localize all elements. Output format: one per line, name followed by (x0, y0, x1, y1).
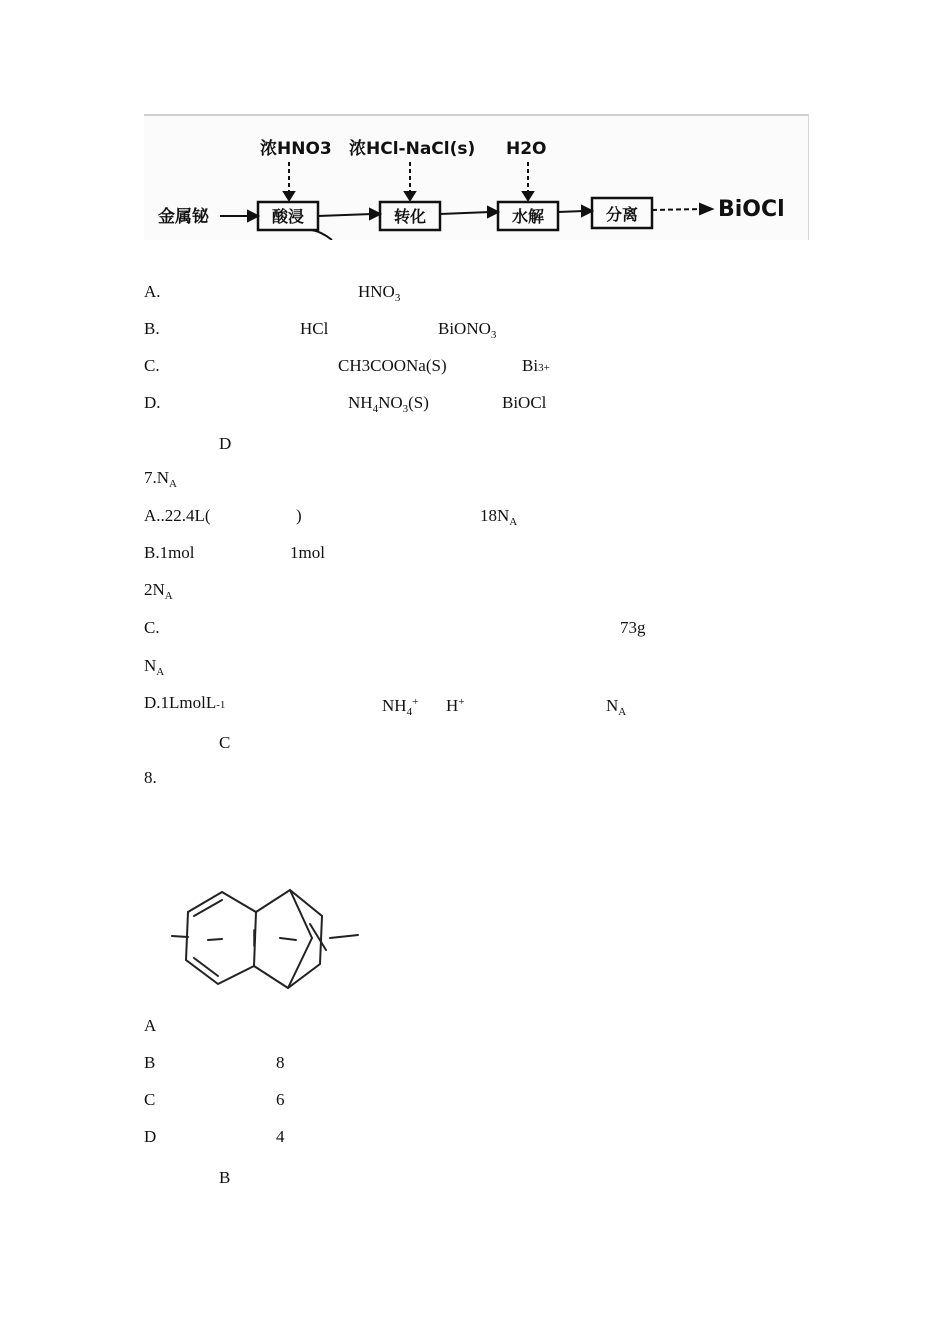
q8-title: 8. (144, 768, 157, 787)
q6-option-a-label: A. (144, 282, 161, 301)
reagent-1: 浓HNO3 (260, 139, 332, 159)
q6-option-b-label: B. (144, 319, 160, 338)
q8-option-b-value: 8 (276, 1053, 285, 1072)
q6-option-d-label: D. (144, 393, 161, 412)
q7-option-d-label: D.1LmolL-1 (144, 693, 226, 712)
q8-answer: B (219, 1168, 231, 1187)
q7-answer: C (219, 733, 231, 752)
product-label: BiOCl (718, 197, 785, 222)
q7-option-b-value: 1mol (290, 543, 325, 562)
q7-option-b-label: B.1mol (144, 543, 195, 562)
q6-option-b-formula-1: HCl (300, 319, 329, 338)
process-flowchart (144, 114, 809, 240)
step-3: 水解 (511, 207, 545, 226)
reagent-2: 浓HCl-NaCl(s) (349, 139, 476, 159)
q7-option-d-na: $N_A$ (606, 696, 627, 718)
q7-option-b-line2: $2N_A$ (144, 580, 173, 602)
q8-option-a-label: A (144, 1016, 157, 1035)
step-4: 分离 (605, 205, 639, 224)
q6-answer: D (219, 434, 232, 453)
q7-option-d-h: H+ (446, 696, 465, 715)
step-2: 转化 (393, 207, 427, 226)
q6-option-d-formula-2: BiOCl (502, 393, 547, 412)
q6-option-c-formula-1: CH3COONa(S) (338, 356, 447, 375)
molecule-structure (160, 880, 380, 1010)
step-1: 酸浸 (271, 207, 305, 226)
q7-option-a-paren: ) (296, 506, 302, 525)
q8-option-c-value: 6 (276, 1090, 285, 1109)
q8-option-d-value: 4 (276, 1127, 285, 1146)
q6-option-b-formula-2: BiONO$_3$ (438, 319, 497, 341)
q6-option-d-formula-1: $NH_4NO_3(S)$ (348, 393, 429, 415)
q8-option-c-label: C (144, 1090, 156, 1109)
start-material: 金属铋 (158, 207, 209, 227)
q7-option-d-nh4: $NH_4^+$ (382, 696, 419, 718)
q7-option-c-line2: $N_A$ (144, 656, 165, 678)
q7-title: $7.N_A$ (144, 468, 177, 490)
q8-option-d-label: D (144, 1127, 157, 1146)
q6-option-a-formula: $HNO_3$ (358, 282, 401, 304)
q8-option-b-label: B (144, 1053, 156, 1072)
q6-option-c-label: C. (144, 356, 160, 375)
q7-option-c-label: C. (144, 618, 160, 637)
q7-option-a-label: A..22.4L( (144, 506, 211, 525)
reagent-3: H2O (506, 139, 547, 159)
q7-option-a-value: $18N_A$ (480, 506, 518, 528)
q7-option-c-value: 73g (620, 618, 646, 637)
q6-option-c-formula-2: Bi3+ (522, 356, 550, 375)
